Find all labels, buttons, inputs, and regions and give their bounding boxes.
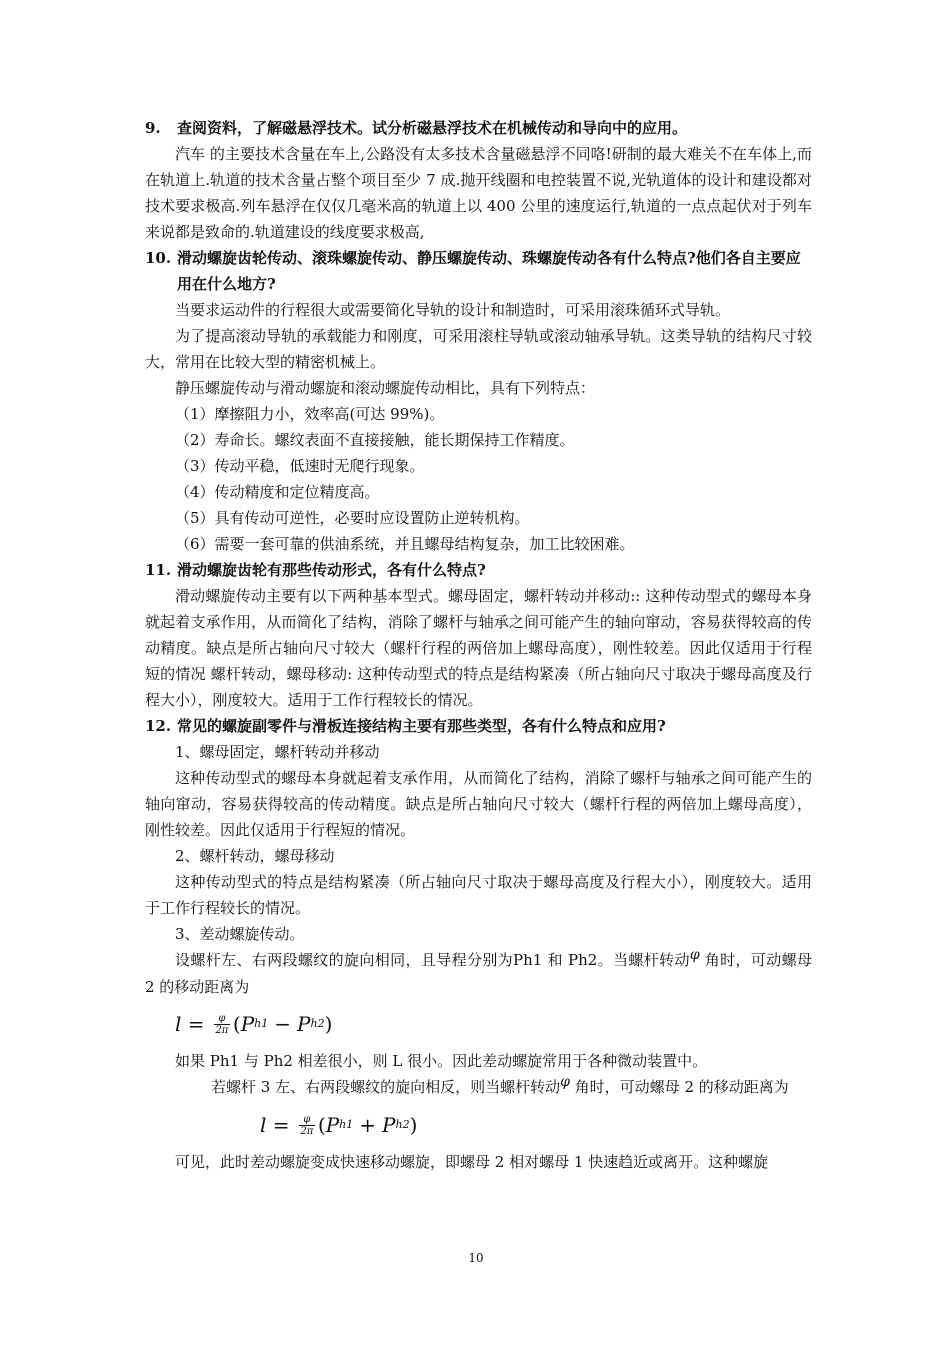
list-item: （2）寿命长。螺纹表面不直接接触，能长期保持工作精度。 <box>175 431 575 449</box>
formula-paren: ) <box>324 1012 333 1036</box>
formula-paren: ) <box>409 1113 418 1137</box>
paragraph <box>145 1074 812 1101</box>
question-title: 滑动螺旋齿轮传动、滚珠螺旋传动、静压螺旋传动、珠螺旋传动各有什么特点?他们各自主要应用在什么地方? <box>177 249 801 293</box>
list-item: （5）具有传动可逆性，必要时应设置防止逆转机构。 <box>175 509 530 527</box>
question-11-heading <box>145 557 812 583</box>
formula-sub-b: h2 <box>310 1017 325 1030</box>
fraction-denominator: 2π <box>215 1024 229 1036</box>
question-number: 11. <box>145 561 172 579</box>
formula-operator: − <box>274 1012 292 1036</box>
list-item: （6）需要一套可靠的供油系统，并且螺母结构复杂，加工比较困难。 <box>175 535 635 553</box>
question-number: 10. <box>145 249 172 267</box>
formula-sub-a: h1 <box>254 1017 269 1030</box>
question-10-heading <box>145 245 812 297</box>
formula-term-b: P <box>297 1012 311 1036</box>
subheading: 2、螺杆转动，螺母移动 <box>175 847 335 865</box>
paragraph: 当要求运动件的行程很大或需要简化导轨的设计和制造时，可采用滚珠循环式导轨。 <box>175 301 731 319</box>
list-item: （4）传动精度和定位精度高。 <box>175 483 380 501</box>
formula-equals: = <box>181 1012 211 1036</box>
formula-difference <box>145 1000 812 1048</box>
formula-term-a: P <box>240 1012 255 1036</box>
formula-fraction <box>214 1013 230 1036</box>
paragraph <box>145 947 812 1000</box>
paragraph: 这种传动型式的特点是结构紧凑（所占轴向尺寸取决于螺母高度及行程大小），刚度较大。适用于工作行程较长的情况。 <box>145 873 812 917</box>
paragraph: 如果 Ph1 与 Ph2 相差很小，则 L 很小。因此差动螺旋常用于各种微动装置中。 <box>175 1052 708 1070</box>
formula-sub-a: h1 <box>339 1118 354 1131</box>
list-item: （3）传动平稳，低速时无爬行现象。 <box>175 457 425 475</box>
text-span: 设螺杆左、右两段螺纹的旋向相同，且导程分别为Ph1 和 Ph2。当螺杆转动 <box>175 951 690 969</box>
question-number: 9. <box>145 119 161 137</box>
fraction-denominator: 2π <box>300 1125 314 1137</box>
formula-fraction <box>299 1114 315 1137</box>
formula-operator: + <box>359 1113 377 1137</box>
question-title: 滑动螺旋齿轮有那些传动形式，各有什么特点? <box>177 561 486 579</box>
paragraph: 汽车 的主要技术含量在车上,公路没有太多技术含量磁悬浮不同咯!研制的最大难关不在车体上,而在轨道上.轨道的技术含量占整个项目至少 7 成.抛开线圈和电控装置不说,光轨道体的设计和建设都对技术要求极高.列车悬浮在仅仅几毫米高的轨道上以 400 公里的速度运行,轨道的一点点起伏对于列车来说都是致命的.轨道建设的线度要求极高, <box>145 145 812 241</box>
text-span: 若螺杆 3 左、右两段螺纹的旋向相反，则当螺杆转动 <box>211 1078 561 1096</box>
formula-lhs: l <box>260 1113 267 1137</box>
page-content <box>145 115 812 1175</box>
question-12-heading <box>145 713 812 739</box>
paragraph: 可见，此时差动螺旋变成快速移动螺旋，即螺母 2 相对螺母 1 快速趋近或离开。这种螺旋 <box>175 1153 769 1171</box>
formula-term-a: P <box>325 1113 340 1137</box>
subheading: 3、差动螺旋传动。 <box>175 925 305 943</box>
formula-sum <box>145 1101 812 1149</box>
formula-term-b: P <box>382 1113 396 1137</box>
text-span: 角时，可动螺母 2 的移动距离为 <box>145 951 812 996</box>
subheading: 1、螺母固定，螺杆转动并移动 <box>175 743 380 761</box>
fraction-numerator: φ <box>218 1012 226 1024</box>
fraction-numerator: φ <box>303 1113 311 1125</box>
paragraph: 滑动螺旋传动主要有以下两种基本型式。螺母固定，螺杆转动并移动:: 这种传动型式的螺母本身就起着支承作用，从而简化了结构，消除了螺杆与轴承之间可能产生的轴向窜动，容易获得较高的传动精度。缺点是所占轴向尺寸较大（螺杆行程的两倍加上螺母高度），刚性较差。因此仅适用于行程短的情况 螺杆转动，螺母移动: 这种传动型式的特点是结构紧凑（所占轴向尺寸取决于螺母高度及行程大小），刚度较大。适用于工作行程较长的情况。 <box>145 587 812 709</box>
paragraph: 为了提高滚动导轨的承载能力和刚度，可采用滚柱导轨或滚动轴承导轨。这类导轨的结构尺寸较大，常用在比较大型的精密机械上。 <box>145 327 812 371</box>
phi-symbol: φ <box>560 1074 570 1090</box>
paragraph: 这种传动型式的螺母本身就起着支承作用，从而简化了结构，消除了螺杆与轴承之间可能产生的轴向窜动，容易获得较高的传动精度。缺点是所占轴向尺寸较大（螺杆行程的两倍加上螺母高度），刚性较差。因此仅适用于行程短的情况。 <box>145 769 812 839</box>
question-title: 查阅资料，了解磁悬浮技术。试分析磁悬浮技术在机械传动和导向中的应用。 <box>177 119 688 137</box>
paragraph: 静压螺旋传动与滑动螺旋和滚动螺旋传动相比，具有下列特点： <box>175 379 596 397</box>
question-number: 12. <box>145 717 172 735</box>
page-number: 10 <box>468 1251 484 1265</box>
formula-paren: ( <box>317 1113 326 1137</box>
formula-lhs: l <box>175 1012 182 1036</box>
text-span: 角时，可动螺母 2 的移动距离为 <box>569 1078 789 1096</box>
formula-equals: = <box>266 1113 296 1137</box>
list-item: （1）摩擦阻力小，效率高(可达 99%)。 <box>175 405 445 423</box>
question-9-heading <box>145 115 812 141</box>
formula-sub-b: h2 <box>395 1118 410 1131</box>
phi-symbol: φ <box>689 947 700 963</box>
formula-paren: ( <box>232 1012 241 1036</box>
question-title: 常见的螺旋副零件与滑板连接结构主要有那些类型，各有什么特点和应用? <box>177 717 666 735</box>
